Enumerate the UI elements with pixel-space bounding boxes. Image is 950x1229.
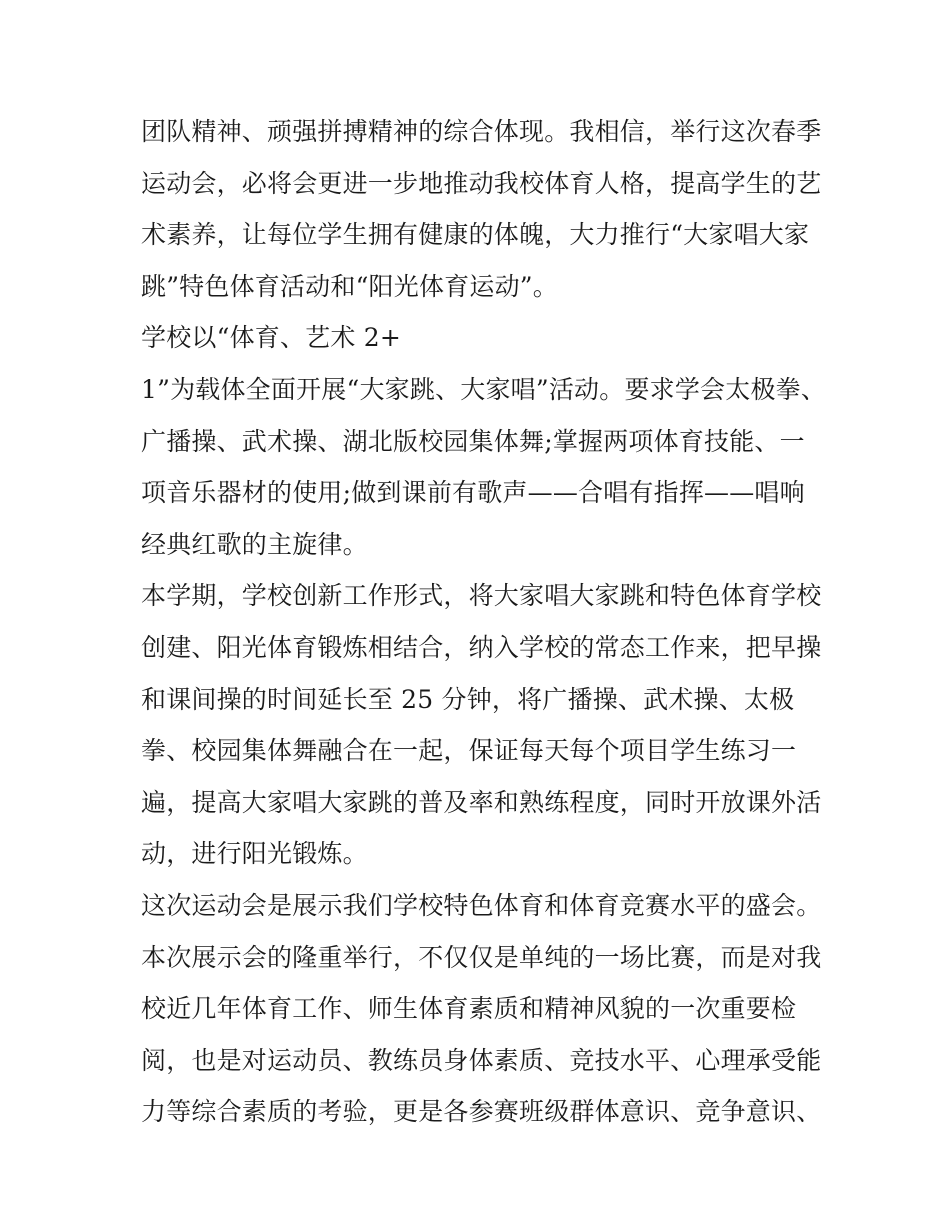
text-line: 术素养，让每位学生拥有健康的体魄，大力推行“大家唱大家 <box>141 220 810 250</box>
text-line: 团队精神、顽强拼搏精神的综合体现。我相信，举行这次春季 <box>141 117 822 146</box>
text-line: 创建、阳光体育锻炼相结合，纳入学校的常态工作来，把早操 <box>141 632 822 662</box>
text-line: 运动会，必将会更进一步地推动我校体育人格，提高学生的艺 <box>141 168 822 198</box>
text-line: 本学期，学校创新工作形式，将大家唱大家跳和特色体育学校 <box>141 581 822 611</box>
text-line: 遍，提高大家唱大家跳的普及率和熟练程度，同时开放课外活 <box>141 787 822 817</box>
body-text <box>141 106 827 1138</box>
text-line: 力等综合素质的考验，更是各参赛班级群体意识、竞争意识、 <box>141 1097 822 1127</box>
text-line: 学校以“体育、艺术 2+ <box>141 323 401 353</box>
text-line: 这次运动会是展示我们学校特色体育和体育竞赛水平的盛会。 <box>141 890 822 920</box>
text-line: 跳”特色体育活动和“阳光体育运动”。 <box>141 271 558 301</box>
text-line: 动，进行阳光锻炼。 <box>141 839 368 869</box>
text-line: 项音乐器材的使用;做到课前有歌声——合唱有指挥——唱响 <box>141 478 805 508</box>
text-line: 广播操、武术操、湖北版校园集体舞;掌握两项体育技能、一 <box>141 426 805 456</box>
text-line: 1”为载体全面开展“大家跳、大家唱”活动。要求学会太极拳、 <box>141 374 827 404</box>
text-line: 拳、校园集体舞融合在一起，保证每天每个项目学生练习一 <box>141 736 797 766</box>
text-line: 和课间操的时间延长至 25 分钟，将广播操、武术操、太极 <box>141 684 795 714</box>
text-line: 本次展示会的隆重举行，不仅仅是单纯的一场比赛，而是对我 <box>141 942 822 972</box>
text-line: 校近几年体育工作、师生体育素质和精神风貌的一次重要检 <box>141 994 797 1024</box>
text-line: 阅，也是对运动员、教练员身体素质、竞技水平、心理承受能 <box>141 1045 822 1075</box>
text-line: 经典红歌的主旋律。 <box>141 529 368 559</box>
